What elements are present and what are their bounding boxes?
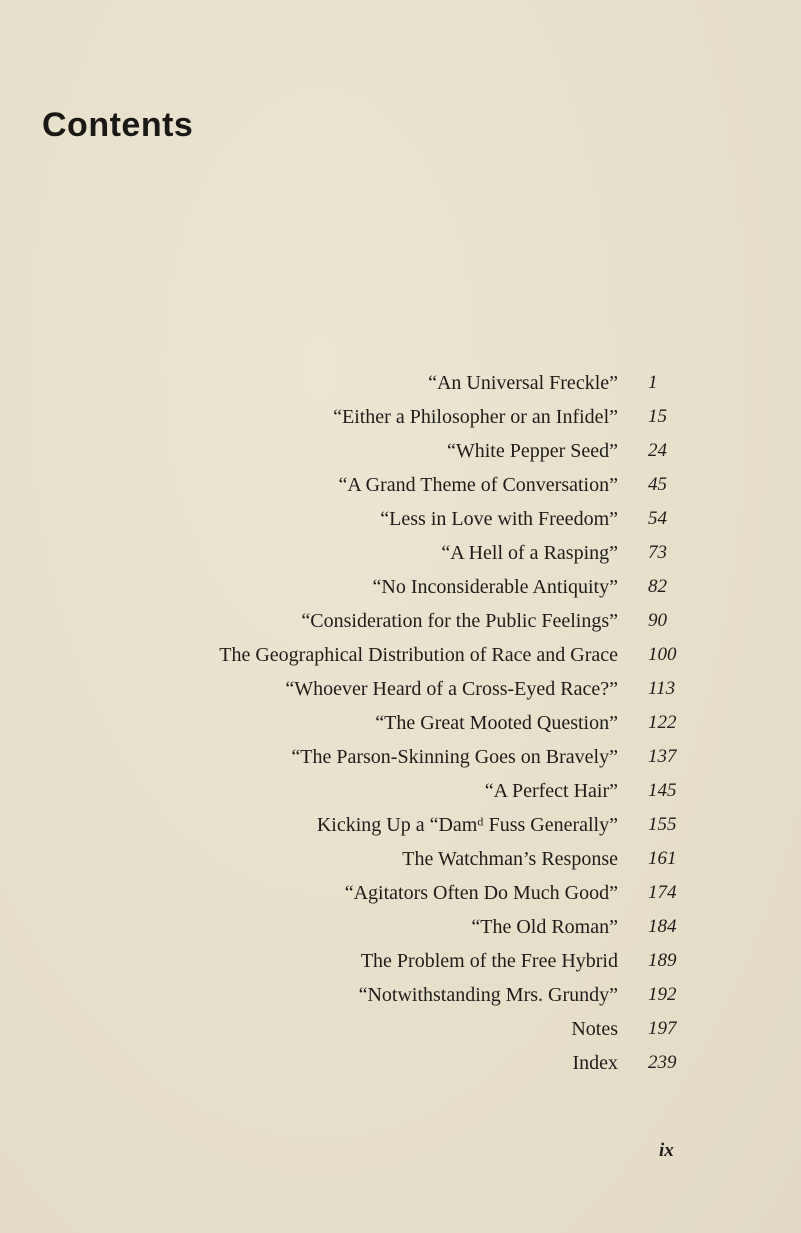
toc-entry-page: 189 — [648, 950, 677, 971]
toc-entry-title: The Geographical Distribution of Race and Grace — [219, 644, 618, 666]
toc-entry — [0, 947, 801, 981]
toc-entry-page: 174 — [648, 882, 677, 903]
toc-entry-title: “A Perfect Hair” — [484, 780, 618, 802]
toc-entry-page: 145 — [648, 780, 677, 801]
toc-entry-title: “Less in Love with Freedom” — [380, 508, 618, 530]
toc-entry-title: “A Hell of a Rasping” — [441, 542, 618, 564]
toc-entry-title: “The Parson-Skinning Goes on Bravely” — [291, 746, 618, 768]
toc-entry — [0, 607, 801, 641]
toc-entry-title: The Problem of the Free Hybrid — [360, 950, 618, 972]
toc-entry-page: 100 — [648, 644, 677, 665]
toc-entry — [0, 913, 801, 947]
toc-entry — [0, 811, 801, 845]
toc-entry-page: 113 — [648, 678, 676, 699]
toc-entry-page: 239 — [648, 1052, 677, 1073]
toc-entry — [0, 1015, 801, 1049]
toc-entry-page: 54 — [648, 508, 667, 529]
toc-entry — [0, 437, 801, 471]
toc-entry — [0, 981, 801, 1015]
toc-entry-page: 45 — [648, 474, 667, 495]
toc-entry-title: Kicking Up a “Damᵈ Fuss Generally” — [316, 814, 618, 836]
toc-entry-title: “Whoever Heard of a Cross-Eyed Race?” — [285, 678, 618, 700]
toc-entry — [0, 709, 801, 743]
toc-entry-title: Notes — [571, 1018, 618, 1040]
page-number: ix — [659, 1140, 674, 1161]
toc-entry-title: “The Great Mooted Question” — [375, 712, 618, 734]
toc-entry — [0, 777, 801, 811]
toc-entry — [0, 675, 801, 709]
toc-entry — [0, 471, 801, 505]
toc-entry — [0, 743, 801, 777]
toc-entry — [0, 845, 801, 879]
toc-entry-page: 197 — [648, 1018, 677, 1039]
toc-entry-title: “Either a Philosopher or an Infidel” — [333, 406, 618, 428]
toc-entry-page: 155 — [648, 814, 677, 835]
toc-entry-page: 24 — [648, 440, 667, 461]
toc-entry-title: “Agitators Often Do Much Good” — [344, 882, 618, 904]
toc-entry-page: 161 — [648, 848, 677, 869]
toc-entry — [0, 369, 801, 403]
toc-entry-title: “White Pepper Seed” — [446, 440, 618, 462]
page-title: Contents — [42, 106, 194, 144]
toc-entry-page: 90 — [648, 610, 667, 631]
toc-entry — [0, 879, 801, 913]
table-of-contents — [0, 369, 801, 1083]
toc-entry-title: “The Old Roman” — [471, 916, 618, 938]
toc-entry-page: 15 — [648, 406, 667, 427]
toc-entry-title: “No Inconsiderable Antiquity” — [372, 576, 618, 598]
toc-entry — [0, 539, 801, 573]
toc-entry — [0, 573, 801, 607]
toc-entry — [0, 403, 801, 437]
toc-entry-page: 184 — [648, 916, 677, 937]
toc-entry-title: “Consideration for the Public Feelings” — [301, 610, 618, 632]
toc-entry-page: 73 — [648, 542, 667, 563]
toc-entry — [0, 641, 801, 675]
toc-entry-title: Index — [572, 1052, 618, 1074]
toc-entry-title: “A Grand Theme of Conversation” — [338, 474, 618, 496]
toc-entry-page: 122 — [648, 712, 677, 733]
toc-entry-page: 192 — [648, 984, 677, 1005]
toc-entry-title: “Notwithstanding Mrs. Grundy” — [358, 984, 618, 1006]
toc-entry — [0, 505, 801, 539]
toc-entry-title: “An Universal Freckle” — [428, 372, 618, 394]
toc-entry — [0, 1049, 801, 1083]
toc-entry-title: The Watchman’s Response — [402, 848, 618, 870]
toc-entry-page: 82 — [648, 576, 667, 597]
toc-entry-page: 1 — [648, 372, 658, 393]
toc-entry-page: 137 — [648, 746, 677, 767]
